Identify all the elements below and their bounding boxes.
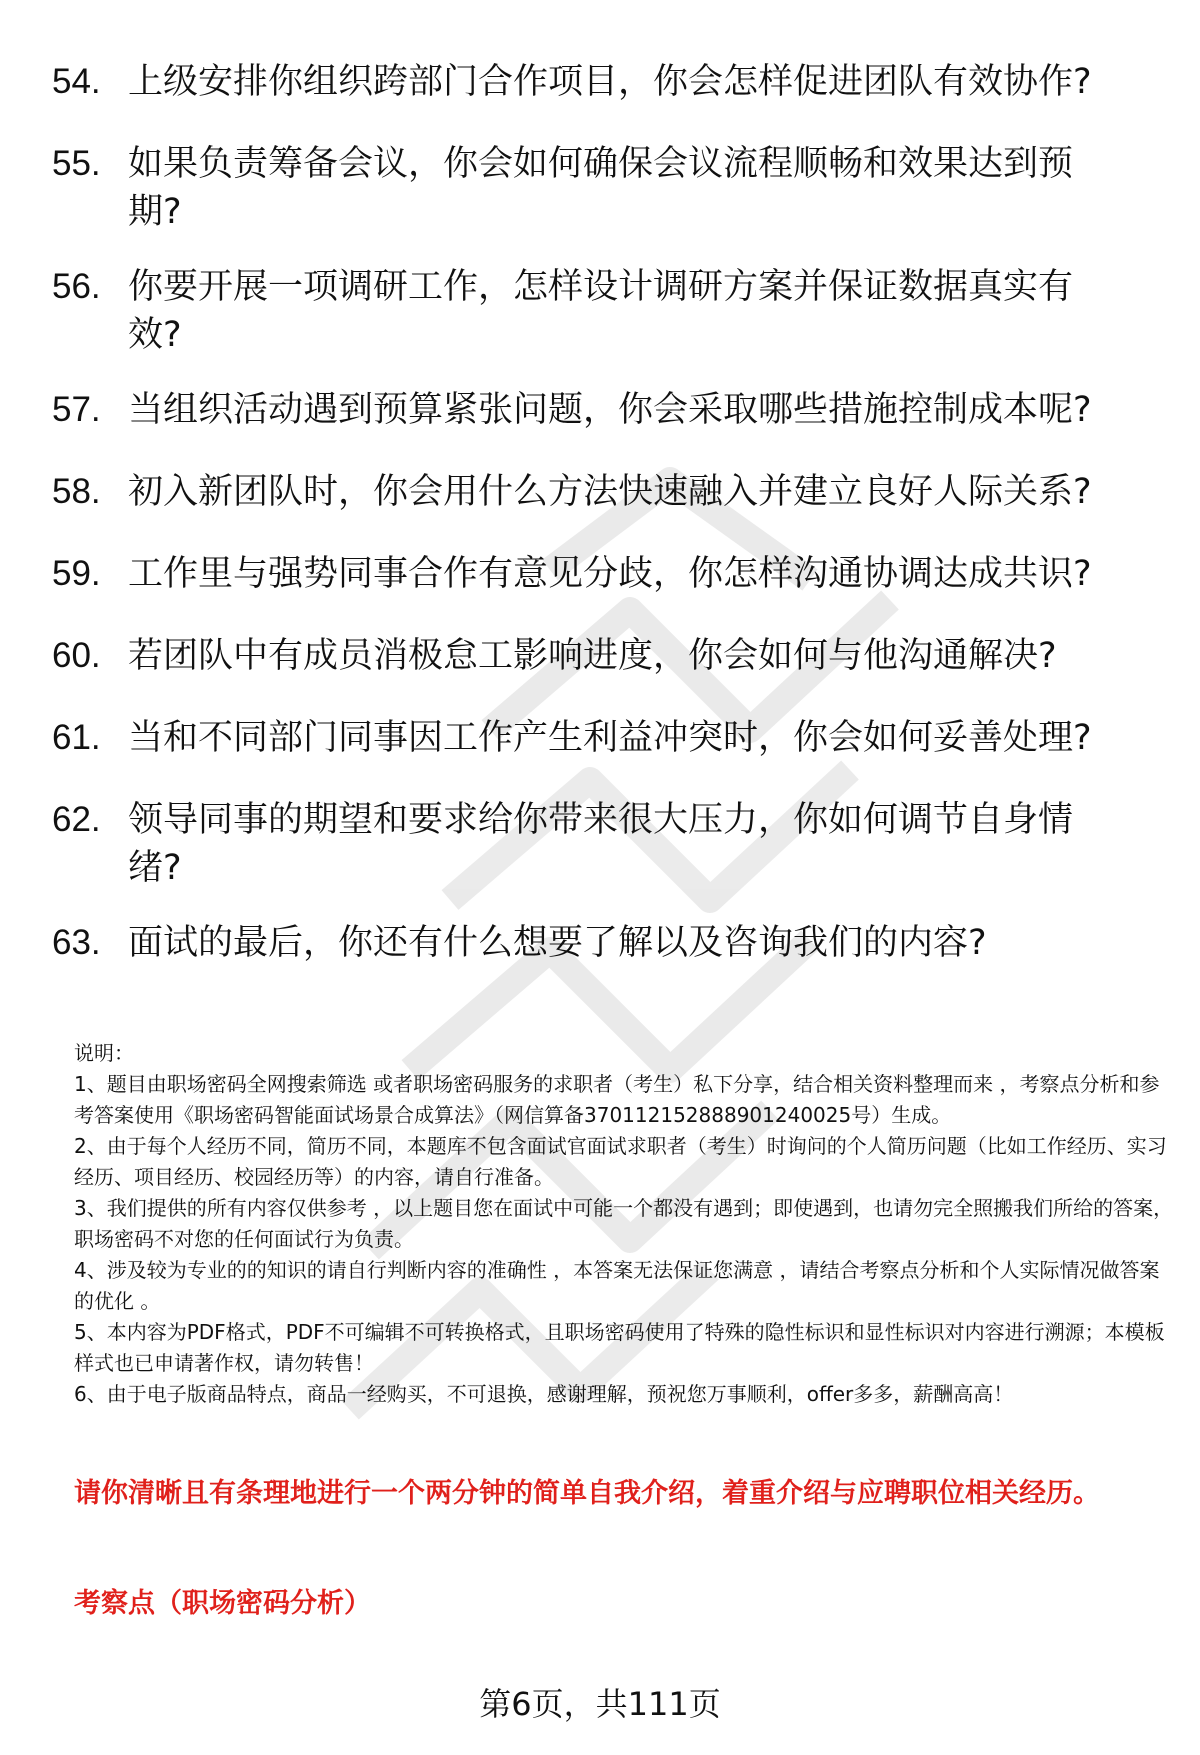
question-text: 上级安排你组织跨部门合作项目，你会怎样促进团队有效协作? — [128, 62, 1092, 102]
question-text: 工作里与强势同事合作有意见分歧，你怎样沟通协调达成共识? — [128, 554, 1092, 594]
question-number: 60. — [52, 636, 101, 675]
notes-items — [74, 1069, 1174, 1410]
question-item — [52, 550, 1152, 598]
self-intro-question: 请你清晰且有条理地进行一个两分钟的简单自我介绍，着重介绍与应聘职位相关经历。 — [74, 1478, 1100, 1509]
question-number: 63. — [52, 923, 101, 962]
note-item: 6、由于电子版商品特点，商品一经购买，不可退换，感谢理解，预祝您万事顺利，offer多多，薪酬高高！ — [74, 1382, 1014, 1406]
notes-section — [74, 1038, 1174, 1410]
question-text: 如果负责筹备会议，你会如何确保会议流程顺畅和效果达到预期? — [128, 144, 1074, 232]
question-item — [52, 468, 1152, 516]
question-number: 59. — [52, 554, 101, 593]
question-text: 当和不同部门同事因工作产生利益冲突时，你会如何妥善处理? — [128, 718, 1092, 758]
analysis-heading: 考察点（职场密码分析） — [74, 1588, 371, 1619]
note-item: 5、本内容为PDF格式，PDF不可编辑不可转换格式，且职场密码使用了特殊的隐性标识和显性标识对内容进行溯源；本模板样式也已申请著作权，请勿转售！ — [74, 1320, 1165, 1375]
page-number-footer: 第6页，共111页 — [479, 1685, 721, 1723]
question-item — [52, 632, 1152, 680]
question-number: 62. — [52, 800, 101, 839]
note-item: 2、由于每个人经历不同，简历不同，本题库不包含面试官面试求职者（考生）时询问的个人简历问题（比如工作经历、实习经历、项目经历、校园经历等）的内容，请自行准备。 — [74, 1134, 1167, 1189]
question-number: 56. — [52, 267, 101, 306]
question-item — [52, 58, 1152, 106]
question-number: 58. — [52, 472, 101, 511]
question-item — [52, 714, 1152, 762]
note-item: 3、我们提供的所有内容仅供参考 ，以上题目您在面试中可能一个都没有遇到；即使遇到，也请勿完全照搬我们所给的答案，职场密码不对您的任何面试行为负责。 — [74, 1196, 1174, 1251]
note-item: 1、题目由职场密码全网搜索筛选 或者职场密码服务的求职者（考生）私下分享，结合相关资料整理而来 ，考察点分析和参考答案使用《职场密码智能面试场景合成算法》（网信算备370112152888901240025号）生成。 — [74, 1072, 1160, 1127]
question-item — [52, 919, 1152, 967]
question-text: 当组织活动遇到预算紧张问题，你会采取哪些措施控制成本呢? — [128, 390, 1092, 430]
notes-heading: 说明： — [74, 1041, 134, 1065]
question-number: 55. — [52, 144, 101, 183]
question-number: 61. — [52, 718, 101, 757]
question-text: 领导同事的期望和要求给你带来很大压力，你如何调节自身情绪? — [128, 800, 1074, 888]
question-text: 初入新团队时，你会用什么方法快速融入并建立良好人际关系? — [128, 472, 1092, 512]
question-item — [52, 386, 1152, 434]
note-item: 4、涉及较为专业的的知识的请自行判断内容的准确性 ，本答案无法保证您满意 ，请结合考察点分析和个人实际情况做答案的优化 。 — [74, 1258, 1160, 1313]
question-number: 57. — [52, 390, 101, 429]
question-item — [52, 140, 1152, 236]
question-item — [52, 796, 1152, 892]
question-item — [52, 263, 1152, 359]
question-text: 你要开展一项调研工作，怎样设计调研方案并保证数据真实有效? — [128, 267, 1074, 355]
question-list — [52, 58, 1152, 1001]
question-text: 面试的最后，你还有什么想要了解以及咨询我们的内容? — [128, 923, 987, 963]
question-number: 54. — [52, 62, 101, 101]
question-text: 若团队中有成员消极怠工影响进度，你会如何与他沟通解决? — [128, 636, 1057, 676]
